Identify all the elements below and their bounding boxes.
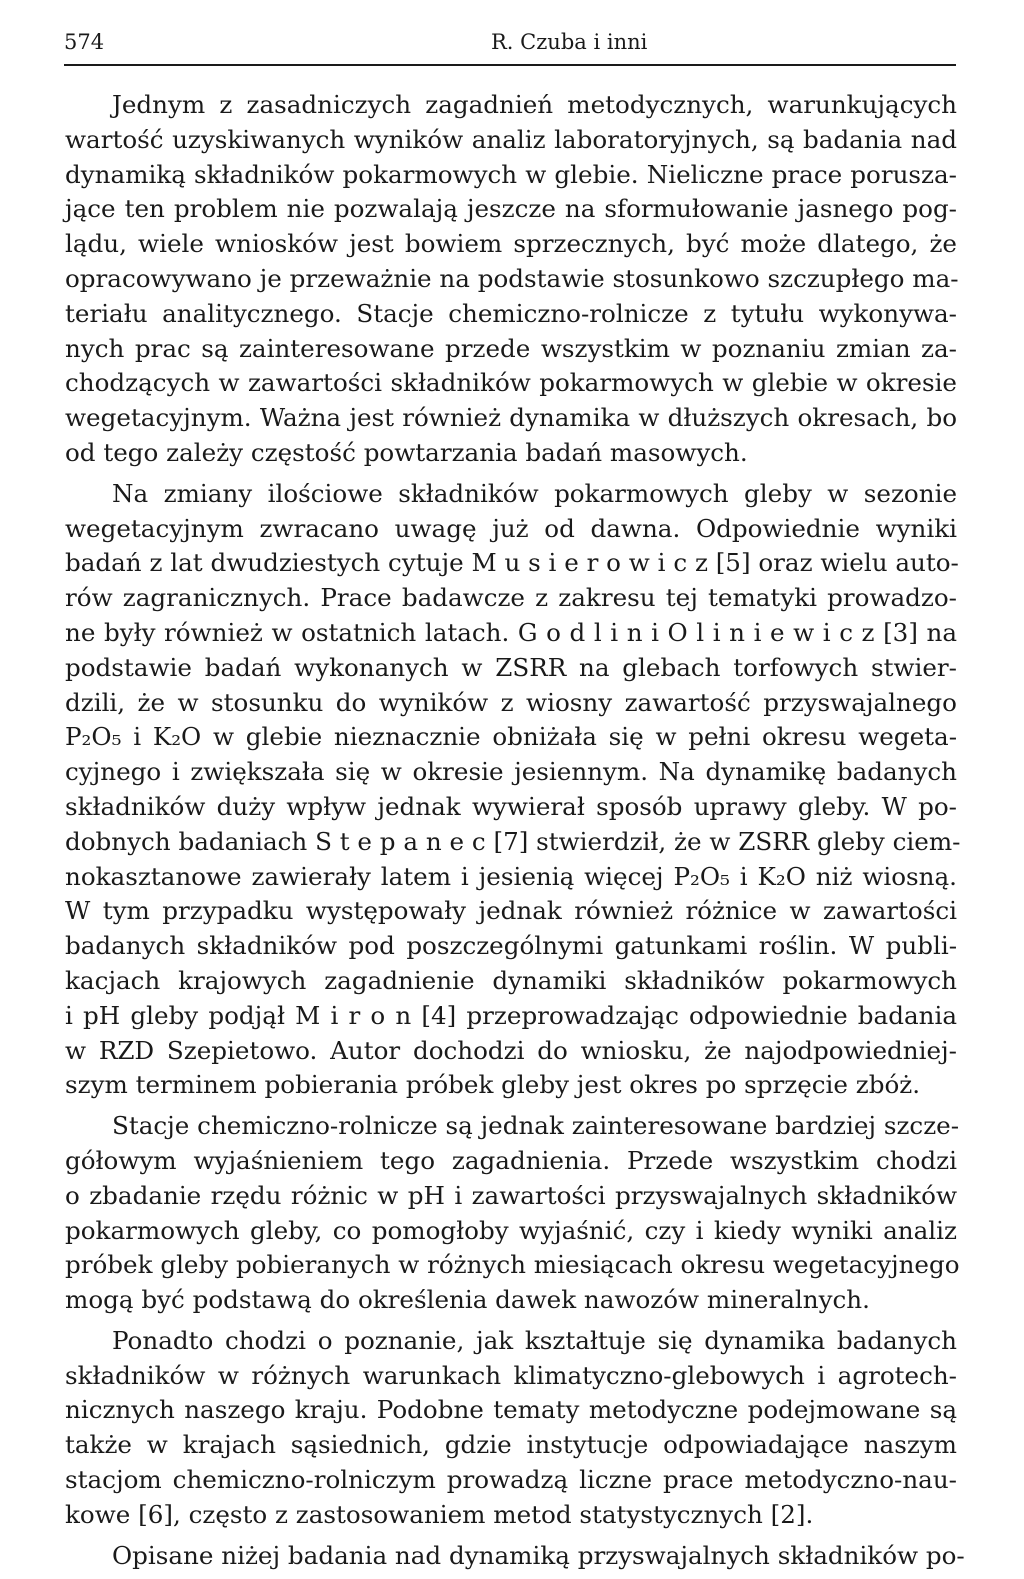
text-line: w RZD Szepietowo. Autor dochodzi do wniosku, że najodpowiedniej- xyxy=(65,1035,957,1065)
text-line: nokasztanowe zawierały latem i jesienią więcej P₂O₅ i K₂O niż wiosną. xyxy=(65,861,957,891)
text-line: rów zagranicznych. Prace badawcze z zakresu tej tematyki prowadzo- xyxy=(65,583,957,613)
paragraph xyxy=(65,1109,960,1318)
text-line: szym terminem pobierania próbek gleby jest okres po sprzęcie zbóż. xyxy=(65,1070,921,1100)
text-line: pokarmowych gleby, co pomogłoby wyjaśnić, czy i kiedy wyniki analiz xyxy=(65,1215,957,1245)
text-line: nicznych naszego kraju. Podobne tematy metodyczne podejmowane są xyxy=(65,1395,957,1425)
paragraph xyxy=(65,1539,965,1574)
page-number: 574 xyxy=(64,30,105,54)
text-line: wegetacyjnym. Ważna jest również dynamika w dłuższych okresach, bo xyxy=(65,403,957,433)
text-line: jące ten problem nie pozwalają jeszcze na sformułowanie jasnego pog- xyxy=(65,194,957,224)
text-line: opracowywano je przeważnie na podstawie stosunkowo szczupłego ma- xyxy=(65,263,959,293)
paragraph xyxy=(65,1324,957,1533)
text-line: składników duży wpływ jednak wywierał sposób uprawy gleby. W po- xyxy=(65,791,957,821)
text-line: próbek gleby pobieranych w różnych miesiącach okresu wegetacyjnego xyxy=(65,1250,960,1280)
text-line: chodzących w zawartości składników pokarmowych w glebie w okresie xyxy=(65,368,957,398)
text-line: dzili, że w stosunku do wyników z wiosny zawartość przyswajalnego xyxy=(65,687,957,717)
text-line: Na zmiany ilościowe składników pokarmowych gleby w sezonie xyxy=(112,478,957,508)
text-line: Jednym z zasadniczych zagadnień metodycznych, warunkujących xyxy=(112,90,957,119)
text-line: składników w różnych warunkach klimatyczno-glebowych i agrotech- xyxy=(65,1360,957,1390)
text-line: teriału analitycznego. Stacje chemiczno-rolnicze z tytułu wykonywa- xyxy=(65,298,957,328)
text-line: P₂O₅ i K₂O w glebie nieznacznie obniżała się w pełni okresu wegeta- xyxy=(65,722,957,752)
text-line: od tego zależy częstość powtarzania badań masowych. xyxy=(65,437,748,467)
text-line: stacjom chemiczno-rolniczym prowadzą liczne prace metodyczno-nau- xyxy=(65,1465,957,1495)
text-line: dynamiką składników pokarmowych w glebie. Nieliczne prace porusza- xyxy=(65,159,957,189)
text-line: cyjnego i zwiększała się w okresie jesiennym. Na dynamikę badanych xyxy=(65,757,957,787)
body-text xyxy=(65,88,965,1579)
text-line: nych prac są zainteresowane przede wszystkim w poznaniu zmian za- xyxy=(65,333,957,363)
text-line: kowe [6], często z zastosowaniem metod statystycznych [2]. xyxy=(65,1499,814,1529)
text-line: wartość uzyskiwanych wyników analiz laboratoryjnych, są badania nad xyxy=(65,124,957,154)
text-line: badanych składników pod poszczególnymi gatunkami roślin. W publi- xyxy=(65,931,957,961)
paragraph xyxy=(65,477,961,1103)
text-line: wegetacyjnym zwracano uwagę już od dawna. Odpowiednie wyniki xyxy=(65,513,957,543)
text-line: Opisane niżej badania nad dynamiką przyswajalnych składników po- xyxy=(112,1540,965,1570)
paragraph xyxy=(65,88,957,471)
text-line: i pH gleby podjął M i r o n [4] przeprowadzając odpowiednie badania xyxy=(65,1000,957,1030)
text-line: także w krajach sąsiednich, gdzie instytucje odpowiadające naszym xyxy=(65,1430,957,1460)
text-line: mogą być podstawą do określenia dawek nawozów mineralnych. xyxy=(65,1285,870,1315)
text-line: Stacje chemiczno-rolnicze są jednak zainteresowane bardziej szcze- xyxy=(112,1111,960,1141)
text-line: podstawie badań wykonanych w ZSRR na glebach torfowych stwier- xyxy=(65,652,957,682)
text-line: badań z lat dwudziestych cytuje M u s i e r o w i c z [5] oraz wielu auto- xyxy=(65,548,959,578)
text-line: o zbadanie rzędu różnic w pH i zawartości przyswajalnych składników xyxy=(65,1180,957,1210)
text-line: Ponadto chodzi o poznanie, jak kształtuje się dynamika badanych xyxy=(112,1325,957,1355)
running-head: R. Czuba i inni xyxy=(491,30,648,54)
text-line: kacjach krajowych zagadnienie dynamiki składników pokarmowych xyxy=(65,965,957,995)
text-line: lądu, wiele wniosków jest bowiem sprzecznych, być może dlatego, że xyxy=(65,229,957,259)
text-line: dobnych badaniach S t e p a n e c [7] stwierdził, że w ZSRR gleby ciem- xyxy=(65,826,961,856)
text-line: gółowym wyjaśnieniem tego zagadnienia. Przede wszystkim chodzi xyxy=(65,1145,957,1175)
page-header xyxy=(64,30,956,66)
text-line: ne były również w ostatnich latach. G o d l i n i O l i n i e w i c z [3] na xyxy=(65,617,957,647)
text-line: W tym przypadku występowały jednak również różnice w zawartości xyxy=(65,896,957,926)
